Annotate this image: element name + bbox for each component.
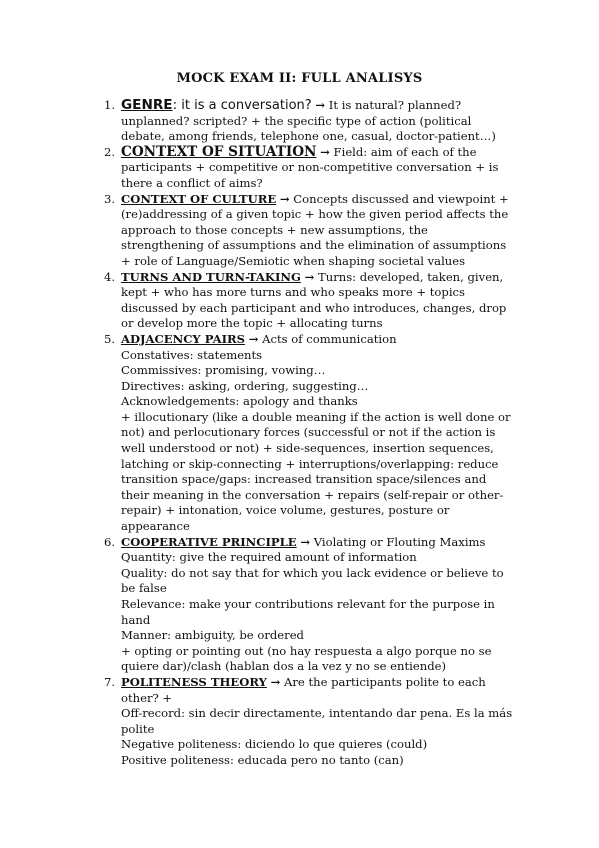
item-text-line: + opting or pointing out (no hay respuesta a algo porque no se <box>121 643 492 658</box>
list-item-context-of-culture: 3. CONTEXT OF CULTURE → Concepts discussed and viewpoint + (re)addressing of a given topic + how the given period affects the approach to those concepts + new assumptions, the strengthening of assumptions and the elimination of assumptions + role of Language/Semiotic when shaping societal values <box>104 192 514 270</box>
item-text-line: Acknowledgements: apology and thanks <box>121 394 358 409</box>
item-number: 3. <box>104 191 116 206</box>
list-item-turn-taking: 4. TURNS AND TURN-TAKING → Turns: developed, taken, given, kept + who has more turns and who speaks more + topics discussed by each participant and who introduces, changes, drop or develop more the topic + allocating turns <box>104 270 514 332</box>
right-arrow-icon: → <box>315 98 326 112</box>
list-item-cooperative-principle: 6. COOPERATIVE PRINCIPLE → Violating or Flouting Maxims Quantity: give the required amount of information Quality: do not say that for which you lack evidence or believe to be false Relevance: make your contributions relevant for the purpose in hand Manner: ambiguity, be ordered + opting or pointing out (no hay respuesta a algo porque no se quiere dar)/clash (hablan dos a la vez y no se entiende) <box>104 535 514 675</box>
list-item-genre: 1. GENRE: it is a conversation? → It is natural? planned? unplanned? scripted? + the specific type of action (political debate, among friends, telephone one, casual, doctor-patient…) <box>104 98 514 145</box>
item-number: 4. <box>104 269 116 284</box>
item-text-line: appearance <box>121 519 190 534</box>
item-number: 2. <box>104 144 116 159</box>
item-text-line: their meaning in the conversation + repairs (self-repair or other- <box>121 487 504 502</box>
item-text-line: not) and perlocutionary forces (successful or not if the action is <box>121 425 496 440</box>
item-heading: CONTEXT OF SITUATION <box>121 143 317 160</box>
item-heading: TURNS AND TURN-TAKING <box>121 269 301 284</box>
item-number: 5. <box>104 331 116 346</box>
item-number: 7. <box>104 674 116 689</box>
item-text-line: (re)addressing of a given topic + how the given period affects the <box>121 207 509 222</box>
right-arrow-icon: → <box>304 269 315 284</box>
right-arrow-icon: → <box>270 674 281 689</box>
item-text-line: + role of Language/Semiotic when shaping societal values <box>121 253 466 268</box>
item-text-line: Quality: do not say that for which you lack evidence or believe to <box>121 565 504 580</box>
item-text-line: latching or skip-connecting + interruptions/overlapping: reduce <box>121 456 499 471</box>
item-heading: COOPERATIVE PRINCIPLE <box>121 534 297 549</box>
item-text-line: unplanned? scripted? + the specific type of action (political <box>121 113 472 128</box>
item-text-line: + illocutionary (like a double meaning if the action is well done or <box>121 409 511 424</box>
document-title: MOCK EXAM II: FULL ANALISYS <box>176 71 423 86</box>
item-text-line: well understood or not) + side-sequences, insertion sequences, <box>121 441 494 456</box>
item-heading: POLITENESS THEORY <box>121 674 267 689</box>
item-text-line: quiere dar)/clash (hablan dos a la vez y no se entiende) <box>121 659 446 674</box>
item-text-line: Commissives: promising, vowing… <box>121 363 326 378</box>
item-text-line: repair) + intonation, voice volume, gestures, posture or <box>121 503 450 518</box>
item-text-line: Directives: asking, ordering, suggesting… <box>121 378 369 393</box>
item-text-line: strengthening of assumptions and the elimination of assumptions <box>121 238 507 253</box>
item-text-line: be false <box>121 581 167 596</box>
item-text-line: participants + competitive or non-competitive conversation + is <box>121 160 499 175</box>
item-text-line: Off-record: sin decir directamente, intentando dar pena. Es la más <box>121 706 513 721</box>
right-arrow-icon: → <box>300 534 311 549</box>
item-text-line: transition space/gaps: increased transition space/silences and <box>121 472 487 487</box>
item-text-line: debate, among friends, telephone one, casual, doctor-patient…) <box>121 129 496 144</box>
item-text-line: polite <box>121 721 155 736</box>
item-text-line: Relevance: make your contributions relevant for the purpose in <box>121 597 495 611</box>
list-item-context-of-situation: 2. CONTEXT OF SITUATION → Field: aim of each of the participants + competitive or non-competitive conversation + is there a conflict of aims? <box>104 145 514 192</box>
item-text-line: approach to those concepts + new assumptions, the <box>121 222 428 237</box>
right-arrow-icon: → <box>320 144 330 159</box>
item-text-line: Quantity: give the required amount of information <box>121 550 417 565</box>
heading-colon: : <box>172 97 178 113</box>
item-text-line: Manner: ambiguity, be ordered <box>121 628 304 643</box>
item-text-line: Constatives: statements <box>121 347 263 362</box>
item-text-line: discussed by each participant and who introduces, changes, drop <box>121 300 507 315</box>
list-item-politeness-theory: 7. POLITENESS THEORY → Are the participants polite to each other? + Off-record: sin decir directamente, intentando dar pena. Es la más polite Negative politeness: diciendo lo que quieres (could) Positive politeness: educada pero no tanto (can) <box>104 674 513 767</box>
list-item-adjacency-pairs: 5. ADJACENCY PAIRS → Acts of communication Constatives: statements Commissives: promising, vowing… Directives: asking, ordering, suggesting… Acknowledgements: apology and thanks + illocutionary (like a double meaning if the action is well done or not) and perlocutionary forces (successful or not if the action is well understood or not) + side-sequences, insertion sequences, latching or skip-connecting + interruptions/overlapping: reduce transition space/gaps: increased transition space/silences and their meaning in the conversation + repairs (self-repair or other- repair) + intonation, voice volume, gestures, posture or appearance <box>104 332 514 535</box>
item-heading: CONTEXT OF CULTURE <box>121 191 277 206</box>
item-number: 1. <box>104 98 116 112</box>
item-text-line: or develop more the topic + allocating turns <box>121 316 383 331</box>
item-number: 6. <box>104 534 116 549</box>
item-text-line: Negative politeness: diciendo lo que quieres (could) <box>121 737 428 752</box>
right-arrow-icon: → <box>248 331 259 346</box>
item-text-line: Positive politeness: educada pero no tanto (can) <box>121 752 404 767</box>
analysis-list <box>104 98 514 769</box>
item-intro: it is a conversation? <box>177 98 312 113</box>
item-text-line: there a conflict of aims? <box>121 175 263 190</box>
item-text-line: kept + who has more turns and who speaks more + topics <box>121 285 465 300</box>
item-text-line: other? + <box>121 690 173 705</box>
item-heading: GENRE <box>121 97 173 113</box>
item-heading: ADJACENCY PAIRS <box>121 331 246 346</box>
item-text-line: hand <box>121 612 151 627</box>
right-arrow-icon: → <box>279 191 290 206</box>
